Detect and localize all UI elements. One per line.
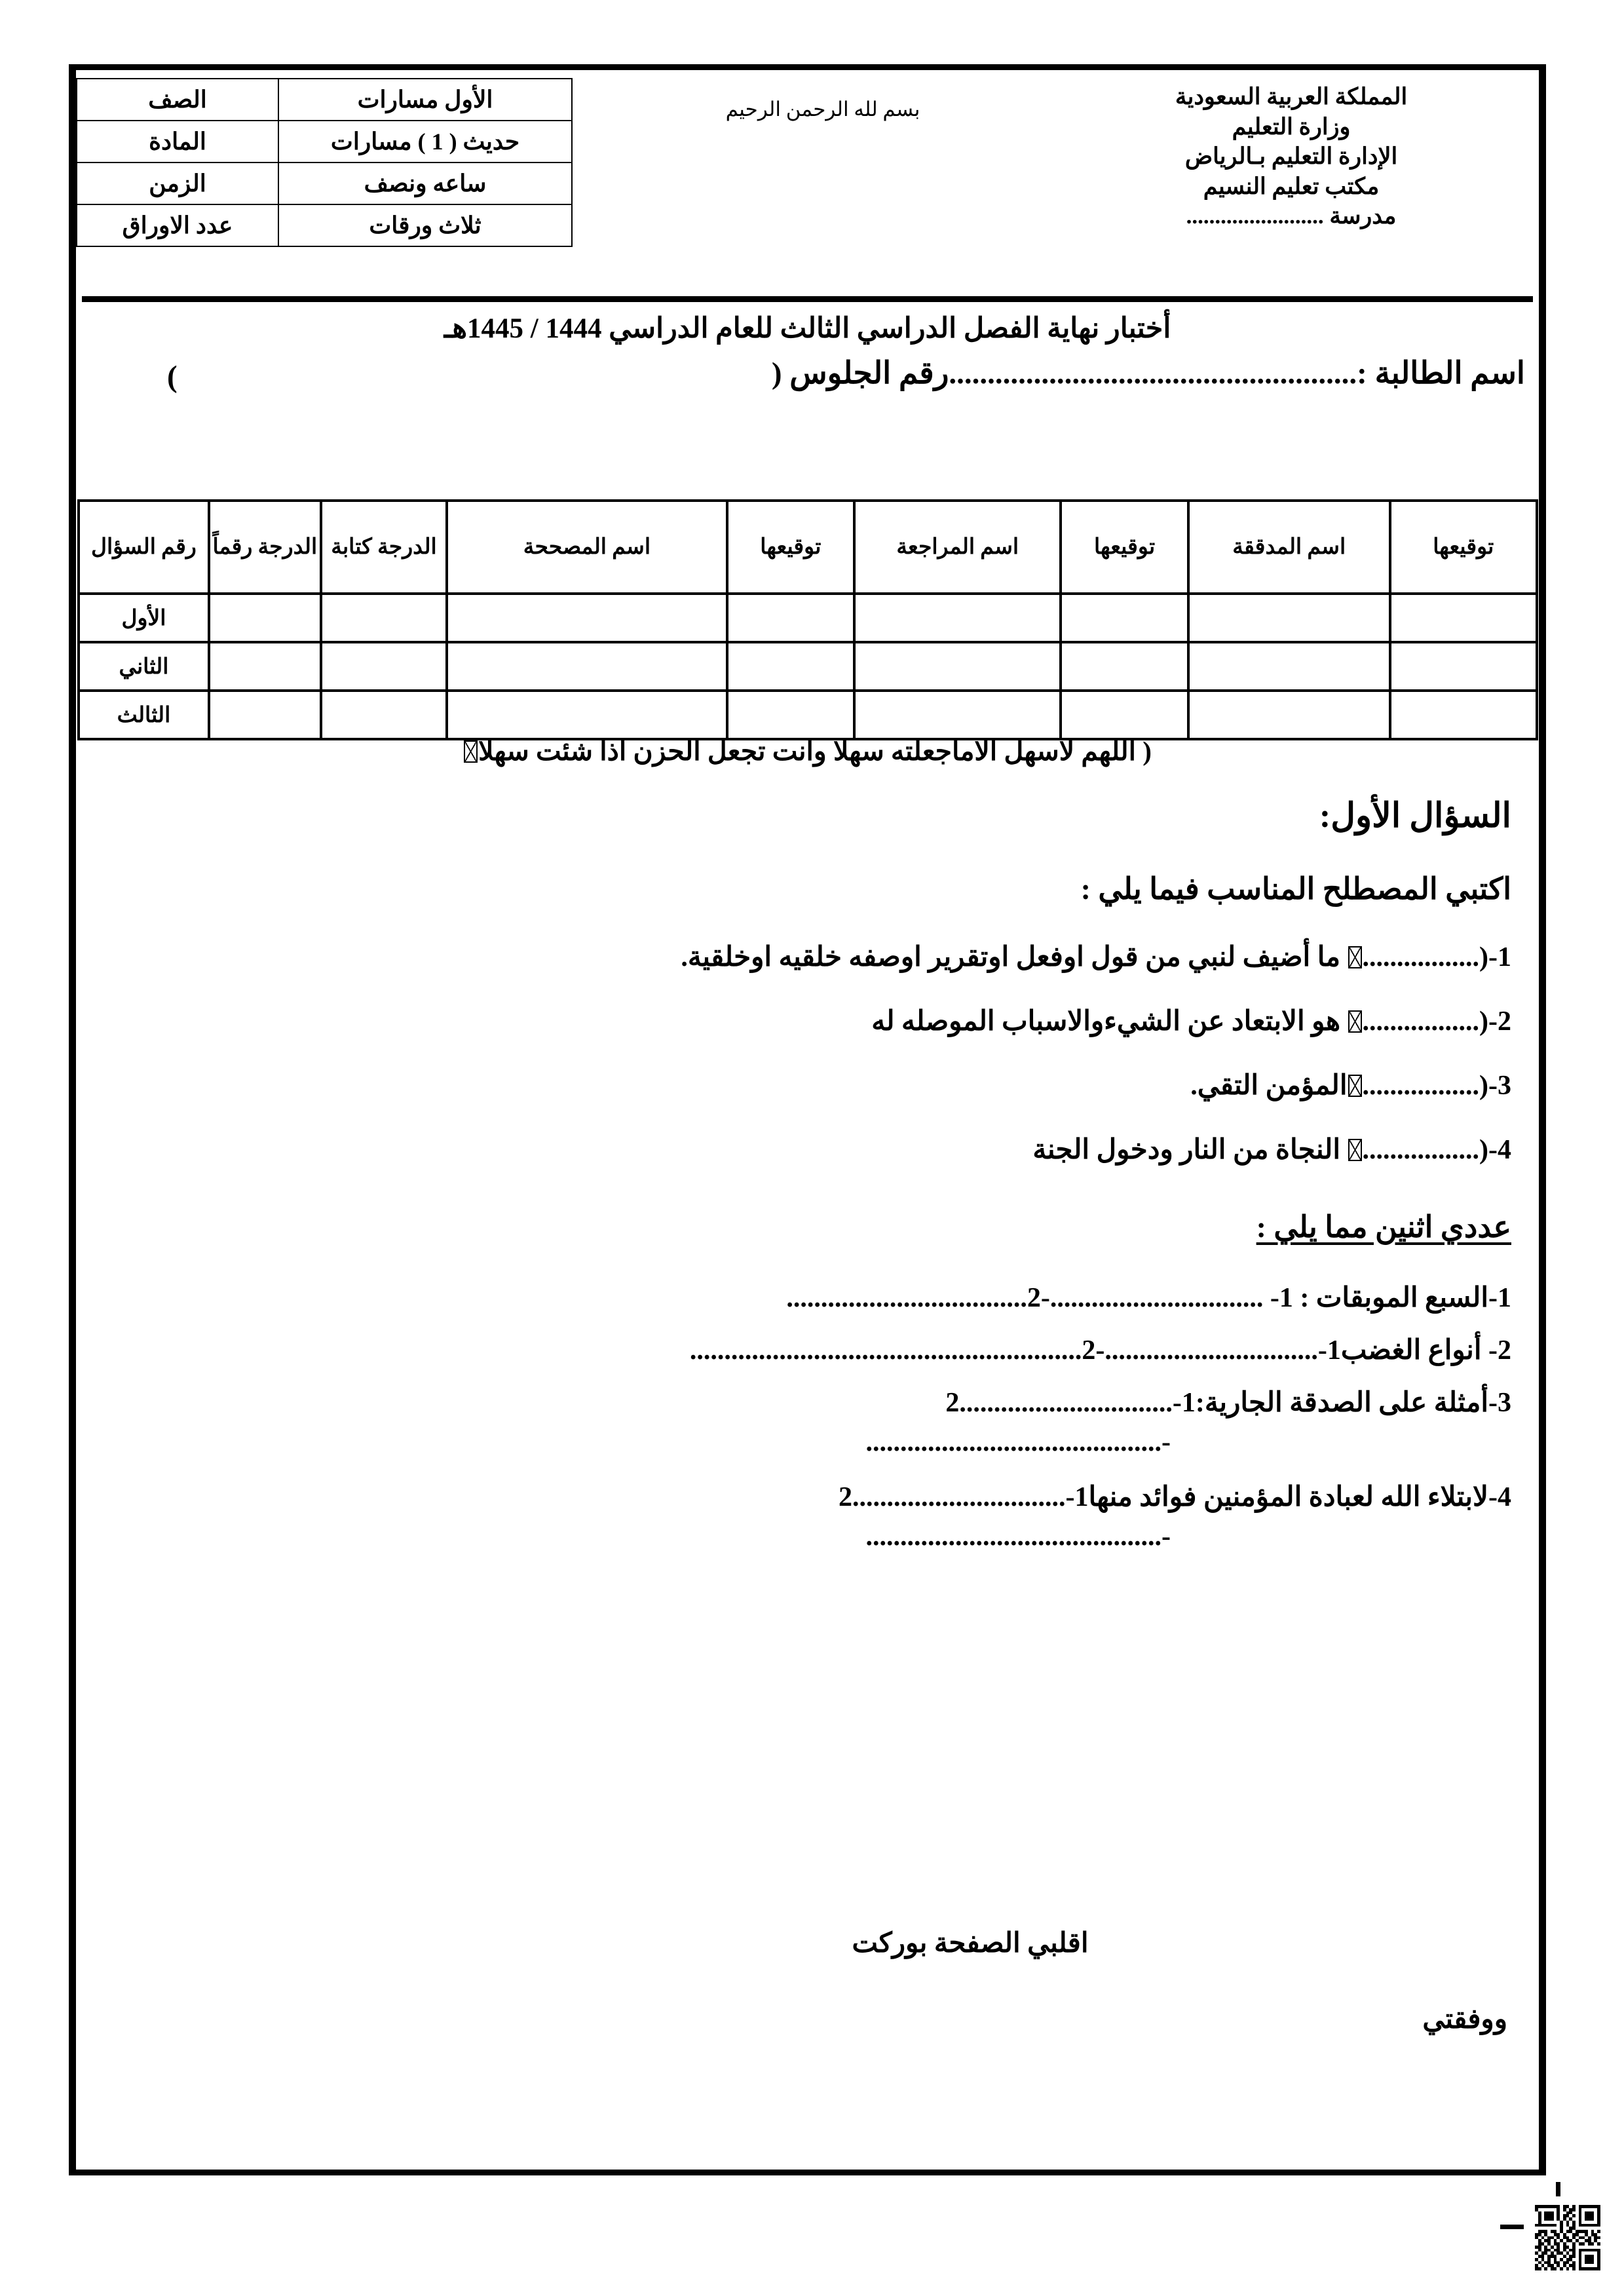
cell-question-label: الأول	[79, 594, 209, 642]
cell-auditor-name[interactable]	[1188, 594, 1390, 642]
table-row	[77, 79, 572, 121]
cell-question-label: الثالث	[79, 691, 209, 739]
enum-item-blank-1[interactable]: 1-...............................	[1105, 1335, 1341, 1366]
cell-auditor-signature[interactable]	[1390, 691, 1537, 739]
info-label-duration: الزمن	[77, 163, 278, 204]
missing-glyph-icon	[1348, 946, 1362, 968]
cell-marker-signature[interactable]	[727, 642, 854, 691]
enum-item	[104, 1386, 1511, 1419]
table-row	[77, 163, 572, 204]
table-row	[79, 691, 1537, 739]
cell-grade-number[interactable]	[209, 691, 321, 739]
exam-body	[85, 796, 1530, 1575]
enum-item	[104, 1333, 1511, 1366]
th-auditor-signature: توقيعها	[1390, 501, 1537, 594]
table-header-row	[79, 501, 1537, 594]
cell-reviewer-signature[interactable]	[1061, 691, 1188, 739]
qr-code-area	[1500, 2182, 1618, 2293]
table-row	[79, 594, 1537, 642]
flip-page-note: اقلبي الصفحة بوركت	[852, 1928, 1089, 1959]
cell-marker-signature[interactable]	[727, 691, 854, 739]
exam-title: أختبار نهاية الفصل الدراسي الثالث للعام الدراسي 1444 / 1445هـ	[444, 313, 1171, 344]
enum-item-blank-1[interactable]: 1-...............................	[852, 1482, 1089, 1512]
student-name-line	[82, 355, 1533, 396]
term-item-text: هو الابتعاد عن الشيءوالاسباب الموصله له	[871, 1006, 1340, 1037]
enum-item-blank-2[interactable]: 2	[838, 1482, 852, 1512]
cell-reviewer-name[interactable]	[854, 691, 1061, 739]
missing-glyph-icon	[464, 740, 478, 763]
ministry-line-administration: الإدارة التعليم بـالرياض	[1184, 144, 1398, 169]
term-item	[104, 1069, 1511, 1101]
qr-code-icon	[1535, 2205, 1600, 2270]
cell-auditor-signature[interactable]	[1390, 594, 1537, 642]
ministry-line-office: مكتب تعليم النسيم	[1203, 173, 1380, 199]
th-marker-signature: توقيعها	[727, 501, 854, 594]
enum-item-index: 2-	[1488, 1335, 1511, 1366]
enum-item	[104, 1480, 1511, 1513]
th-grade-in-numbers: الدرجة رقماً	[209, 501, 321, 594]
enum-item-index: 1-	[1488, 1283, 1511, 1313]
enum-item-index: 4-	[1488, 1482, 1511, 1512]
term-item-blank[interactable]: (.................	[1362, 1071, 1488, 1101]
cell-grade-words[interactable]	[321, 594, 447, 642]
dua-line	[82, 735, 1533, 767]
th-grade-in-words: الدرجة كتابة	[321, 501, 447, 594]
term-item-text: المؤمن التقي.	[1190, 1071, 1348, 1101]
cell-grade-words[interactable]	[321, 642, 447, 691]
question-one-heading: السؤال الأول:	[1319, 797, 1511, 835]
info-label-subject: المادة	[77, 121, 278, 163]
term-item-index: 3-	[1488, 1071, 1511, 1101]
spacer	[104, 1374, 1511, 1386]
th-auditor-name: اسم المدققة	[1188, 501, 1390, 594]
enum-item-blank-2[interactable]: -2.........................................................	[689, 1335, 1105, 1366]
th-question-number: رقم السؤال	[79, 501, 209, 594]
enum-item-blank-2[interactable]: -2...................................	[786, 1283, 1050, 1313]
spacer	[104, 1322, 1511, 1333]
ministry-line-ministry: وزارة التعليم	[1232, 113, 1351, 140]
enum-item-prompt: أمثلة على الصدقة الجارية:	[1195, 1388, 1488, 1418]
table-row	[79, 642, 1537, 691]
term-item-blank[interactable]: (.................	[1362, 1006, 1488, 1037]
th-reviewer-signature: توقيعها	[1061, 501, 1188, 594]
th-reviewer-name: اسم المراجعة	[854, 501, 1061, 594]
cell-reviewer-signature[interactable]	[1061, 594, 1188, 642]
dua-text: ( اللهم لاسهل الاماجعلته سهلا وانت تجعل الحزن اذا شئت سهلا	[478, 736, 1152, 766]
term-item-index: 1-	[1488, 942, 1511, 972]
enum-item-blank-2[interactable]: 2	[945, 1388, 960, 1418]
seat-number-closing-paren: )	[167, 360, 178, 394]
cell-marker-name[interactable]	[447, 594, 727, 642]
info-label-pagecount: عدد الاوراق	[77, 204, 278, 246]
term-item-blank[interactable]: (.................	[1362, 942, 1488, 972]
th-marker-name: اسم المصححة	[447, 501, 727, 594]
crop-mark-horizontal	[1500, 2225, 1524, 2229]
question-one-instruction: اكتبي المصطلح المناسب فيما يلي :	[1080, 872, 1511, 906]
cell-marker-name[interactable]	[447, 642, 727, 691]
cell-grade-number[interactable]	[209, 642, 321, 691]
cell-reviewer-name[interactable]	[854, 594, 1061, 642]
cell-auditor-name[interactable]	[1188, 691, 1390, 739]
header-region	[76, 70, 1539, 286]
cell-grade-words[interactable]	[321, 691, 447, 739]
term-item	[104, 1133, 1511, 1166]
cell-question-label: الثاني	[79, 642, 209, 691]
term-item	[104, 940, 1511, 973]
term-item-text: النجاة من النار ودخول الجنة	[1032, 1135, 1340, 1165]
missing-glyph-icon	[1348, 1075, 1362, 1097]
enum-item	[104, 1281, 1511, 1314]
term-item-blank[interactable]: (.................	[1362, 1135, 1488, 1165]
cell-grade-number[interactable]	[209, 594, 321, 642]
header-divider	[82, 296, 1533, 302]
table-row	[77, 121, 572, 163]
cell-auditor-name[interactable]	[1188, 642, 1390, 691]
enum-item-prompt: لابتلاء الله لعبادة المؤمنين فوائد منها	[1088, 1482, 1488, 1512]
term-item-index: 2-	[1488, 1006, 1511, 1037]
basmala-text: بسم لله الرحمن الرحيم	[725, 98, 920, 121]
enum-item-continuation[interactable]: -...........................................	[865, 1427, 1171, 1457]
info-value-subject: حديث ( 1 ) مسارات	[278, 121, 572, 163]
cell-reviewer-signature[interactable]	[1061, 642, 1188, 691]
missing-glyph-icon	[1348, 1010, 1362, 1033]
title-block	[82, 307, 1533, 396]
cell-marker-name[interactable]	[447, 691, 727, 739]
cell-reviewer-name[interactable]	[854, 642, 1061, 691]
ministry-header	[1062, 82, 1520, 231]
enum-item-continuation[interactable]: -...........................................	[865, 1521, 1171, 1552]
enum-item-blank-1[interactable]: 1-...............................	[959, 1388, 1196, 1418]
table-row	[77, 204, 572, 246]
exam-info-table	[76, 78, 573, 247]
question-two-heading: عددي اثنين مما يلي :	[1256, 1210, 1511, 1244]
page-footer	[85, 1926, 1530, 2035]
info-value-duration: ساعه ونصف	[278, 163, 572, 204]
term-item-index: 4-	[1488, 1135, 1511, 1165]
cell-marker-signature[interactable]	[727, 594, 854, 642]
term-item	[104, 1004, 1511, 1037]
term-item-text: ما أضيف لنبي من قول اوفعل اوتقرير اوصفه خلقيه اوخلقية.	[681, 942, 1340, 972]
student-name-label: اسم الطالبة :.....................................................رقم الجلوس (	[771, 356, 1525, 391]
ministry-line-country: المملكة العربية السعودية	[1175, 84, 1408, 109]
info-value-grade: الأول مسارات	[278, 79, 572, 121]
cell-auditor-signature[interactable]	[1390, 642, 1537, 691]
grades-table-wrapper	[77, 499, 1538, 740]
enum-item-prompt: السبع الموبقات :	[1300, 1283, 1488, 1313]
ministry-line-school: مدرسة ........................	[1186, 203, 1397, 229]
enum-item-index: 3-	[1488, 1388, 1511, 1418]
enum-item-prompt: أنواع الغضب	[1340, 1335, 1488, 1366]
good-luck-note: ووفقتي	[1422, 2004, 1507, 2035]
info-label-grade: الصف	[77, 79, 278, 121]
grades-table	[77, 499, 1538, 740]
missing-glyph-icon	[1348, 1139, 1362, 1161]
crop-mark-vertical	[1556, 2182, 1560, 2196]
info-value-pagecount: ثلاث ورقات	[278, 204, 572, 246]
enum-item-blank-1[interactable]: 1- ...............................	[1049, 1283, 1293, 1313]
